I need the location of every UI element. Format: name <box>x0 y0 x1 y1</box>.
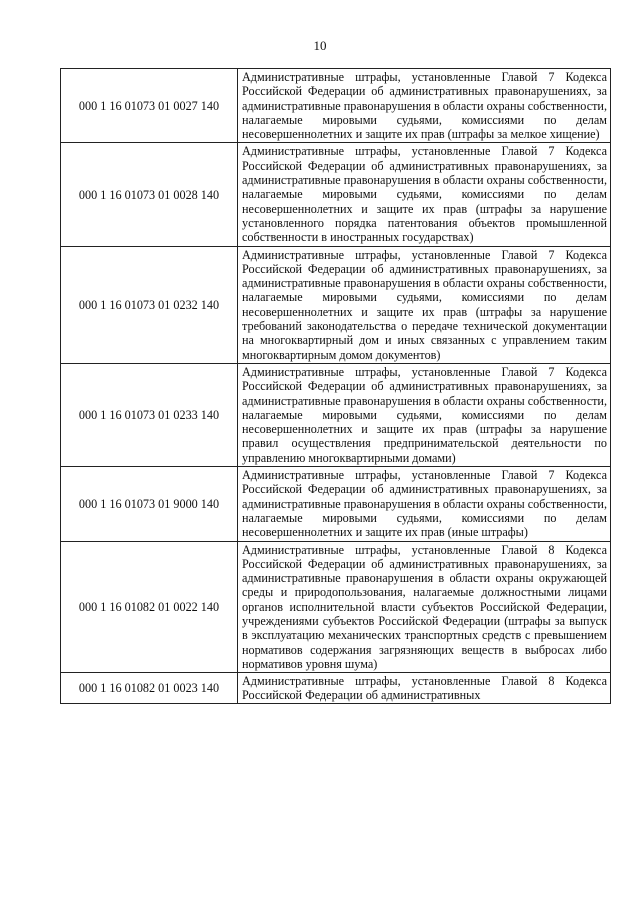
table-row <box>61 246 611 363</box>
code-cell: 000 1 16 01082 01 0022 140 <box>61 541 238 673</box>
budget-codes-table <box>60 68 611 704</box>
code-cell: 000 1 16 01073 01 0233 140 <box>61 363 238 466</box>
description-cell <box>238 246 611 363</box>
description-text: Административные штрафы, установленные Главой 7 Кодекса Российской Федерации об административных правонарушениях, за административные правонарушения в области охраны собственности, налагаемые мировыми судьями, комиссиями по делам несовершеннолетних и защите их прав (штрафы за нарушение правил осуществления предпринимательской деятельности по управлению многоквартирными домами) <box>242 364 607 465</box>
code-cell: 000 1 16 01073 01 9000 140 <box>61 467 238 541</box>
description-text: Административные штрафы, установленные Главой 7 Кодекса Российской Федерации об административных правонарушениях, за административные правонарушения в области охраны собственности, налагаемые мировыми судьями, комиссиями по делам несовершеннолетних и защите их прав (штрафы за мелкое хищение) <box>242 70 607 142</box>
table-row <box>61 673 611 704</box>
table-row <box>61 143 611 246</box>
description-cell <box>238 69 611 143</box>
code-cell: 000 1 16 01073 01 0232 140 <box>61 246 238 363</box>
description-cell <box>238 673 611 704</box>
table-row <box>61 467 611 541</box>
description-cell <box>238 363 611 466</box>
code-cell: 000 1 16 01073 01 0027 140 <box>61 69 238 143</box>
page-number: 10 <box>313 38 327 53</box>
table-row <box>61 69 611 143</box>
table-row <box>61 541 611 673</box>
code-cell: 000 1 16 01082 01 0023 140 <box>61 673 238 704</box>
code-cell: 000 1 16 01073 01 0028 140 <box>61 143 238 246</box>
description-text: Административные штрафы, установленные Главой 7 Кодекса Российской Федерации об административных правонарушениях, за административные правонарушения в области охраны собственности, налагаемые мировыми судьями, комиссиями по делам несовершеннолетних и защите их прав (штрафы за нарушение установленного порядка патентования объектов промышленной собственности в иностранных государствах) <box>242 144 607 245</box>
description-text: Административные штрафы, установленные Главой 8 Кодекса Российской Федерации об административных правонарушениях, за административные правонарушения в области охраны окружающей среды и природопользования, налагаемые должностными лицами органов исполнительной власти субъектов Российской Федерации, учреждениями субъектов Российской Федерации (штрафы за выпуск в эксплуатацию механических транспортных средств с превышением нормативов содержания загрязняющих веществ в выбросах либо нормативов уровня шума) <box>242 542 607 671</box>
description-cell <box>238 541 611 673</box>
table-row <box>61 363 611 466</box>
description-text: Административные штрафы, установленные Главой 8 Кодекса Российской Федерации об административных <box>242 674 607 703</box>
description-cell <box>238 143 611 246</box>
description-text: Административные штрафы, установленные Главой 7 Кодекса Российской Федерации об административных правонарушениях, за административные правонарушения в области охраны собственности, налагаемые мировыми судьями, комиссиями по делам несовершеннолетних и защите их прав (штрафы за нарушение требований законодательства о передаче технической документации на многоквартирный дом и иных связанных с управлением таким многоквартирным домом документов) <box>242 247 607 362</box>
description-text: Административные штрафы, установленные Главой 7 Кодекса Российской Федерации об административных правонарушениях, за административные правонарушения в области охраны собственности, налагаемые мировыми судьями, комиссиями по делам несовершеннолетних и защите их прав (иные штрафы) <box>242 468 607 540</box>
description-wrap <box>242 674 607 702</box>
description-cell <box>238 467 611 541</box>
